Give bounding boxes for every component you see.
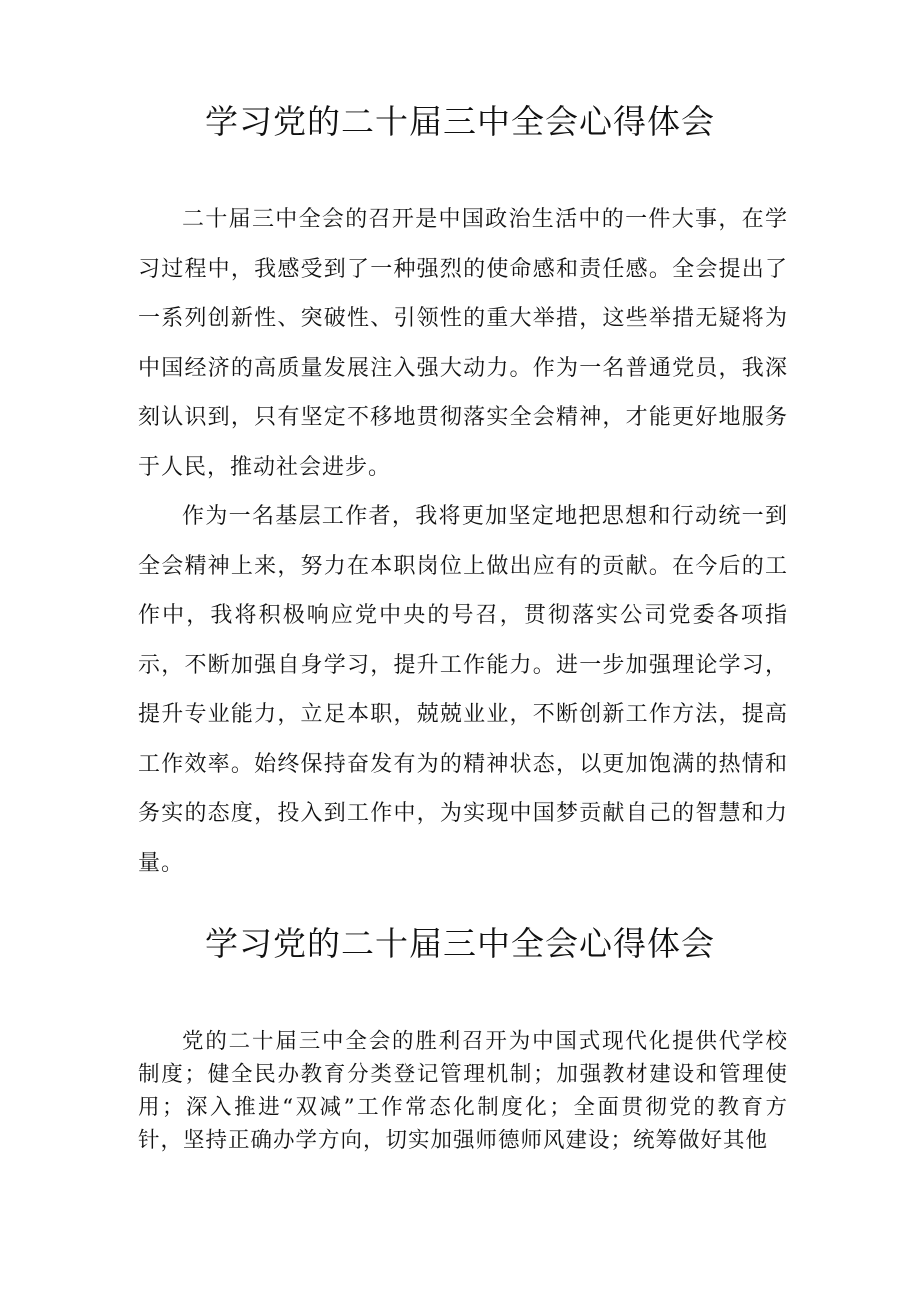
essay-body xyxy=(138,195,788,888)
body-paragraph: 二十届三中全会的召开是中国政治生活中的一件大事，在学习过程中，我感受到了一种强烈的使命感和责任感。全会提出了一系列创新性、突破性、引领性的重大举措，这些举措无疑将为中国经济的高质量发展注入强大动力。作为一名普通党员，我深刻认识到，只有坚定不移地贯彻落实全会精神，才能更好地服务于人民，推动社会进步。 xyxy=(138,207,788,480)
document-title: 学习党的二十届三中全会心得体会 xyxy=(205,102,715,141)
document-title: 学习党的二十届三中全会心得体会 xyxy=(205,924,715,963)
body-paragraph: 作为一名基层工作者，我将更加坚定地把思想和行动统一到全会精神上来，努力在本职岗位上做出应有的贡献。在今后的工作中，我将积极响应党中央的号召，贯彻落实公司党委各项指示，不断加强自身学习，提升工作能力。进一步加强理论学习，提升专业能力，立足本职，兢兢业业，不断创新工作方法，提高工作效率。始终保持奋发有为的精神状态，以更加饱满的热情和务实的态度，投入到工作中，为实现中国梦贡献自己的智慧和力量。 xyxy=(138,504,788,876)
body-paragraph: 党的二十届三中全会的胜利召开为中国式现代化提供代学校制度；健全民办教育分类登记管理机制；加强教材建设和管理使用；深入推进“双减”工作常态化制度化；全面贯彻党的教育方针，坚持正确办学方向，切实加强师德师风建设；统筹做好其他 xyxy=(138,1029,788,1153)
essay-body xyxy=(138,1025,788,1157)
